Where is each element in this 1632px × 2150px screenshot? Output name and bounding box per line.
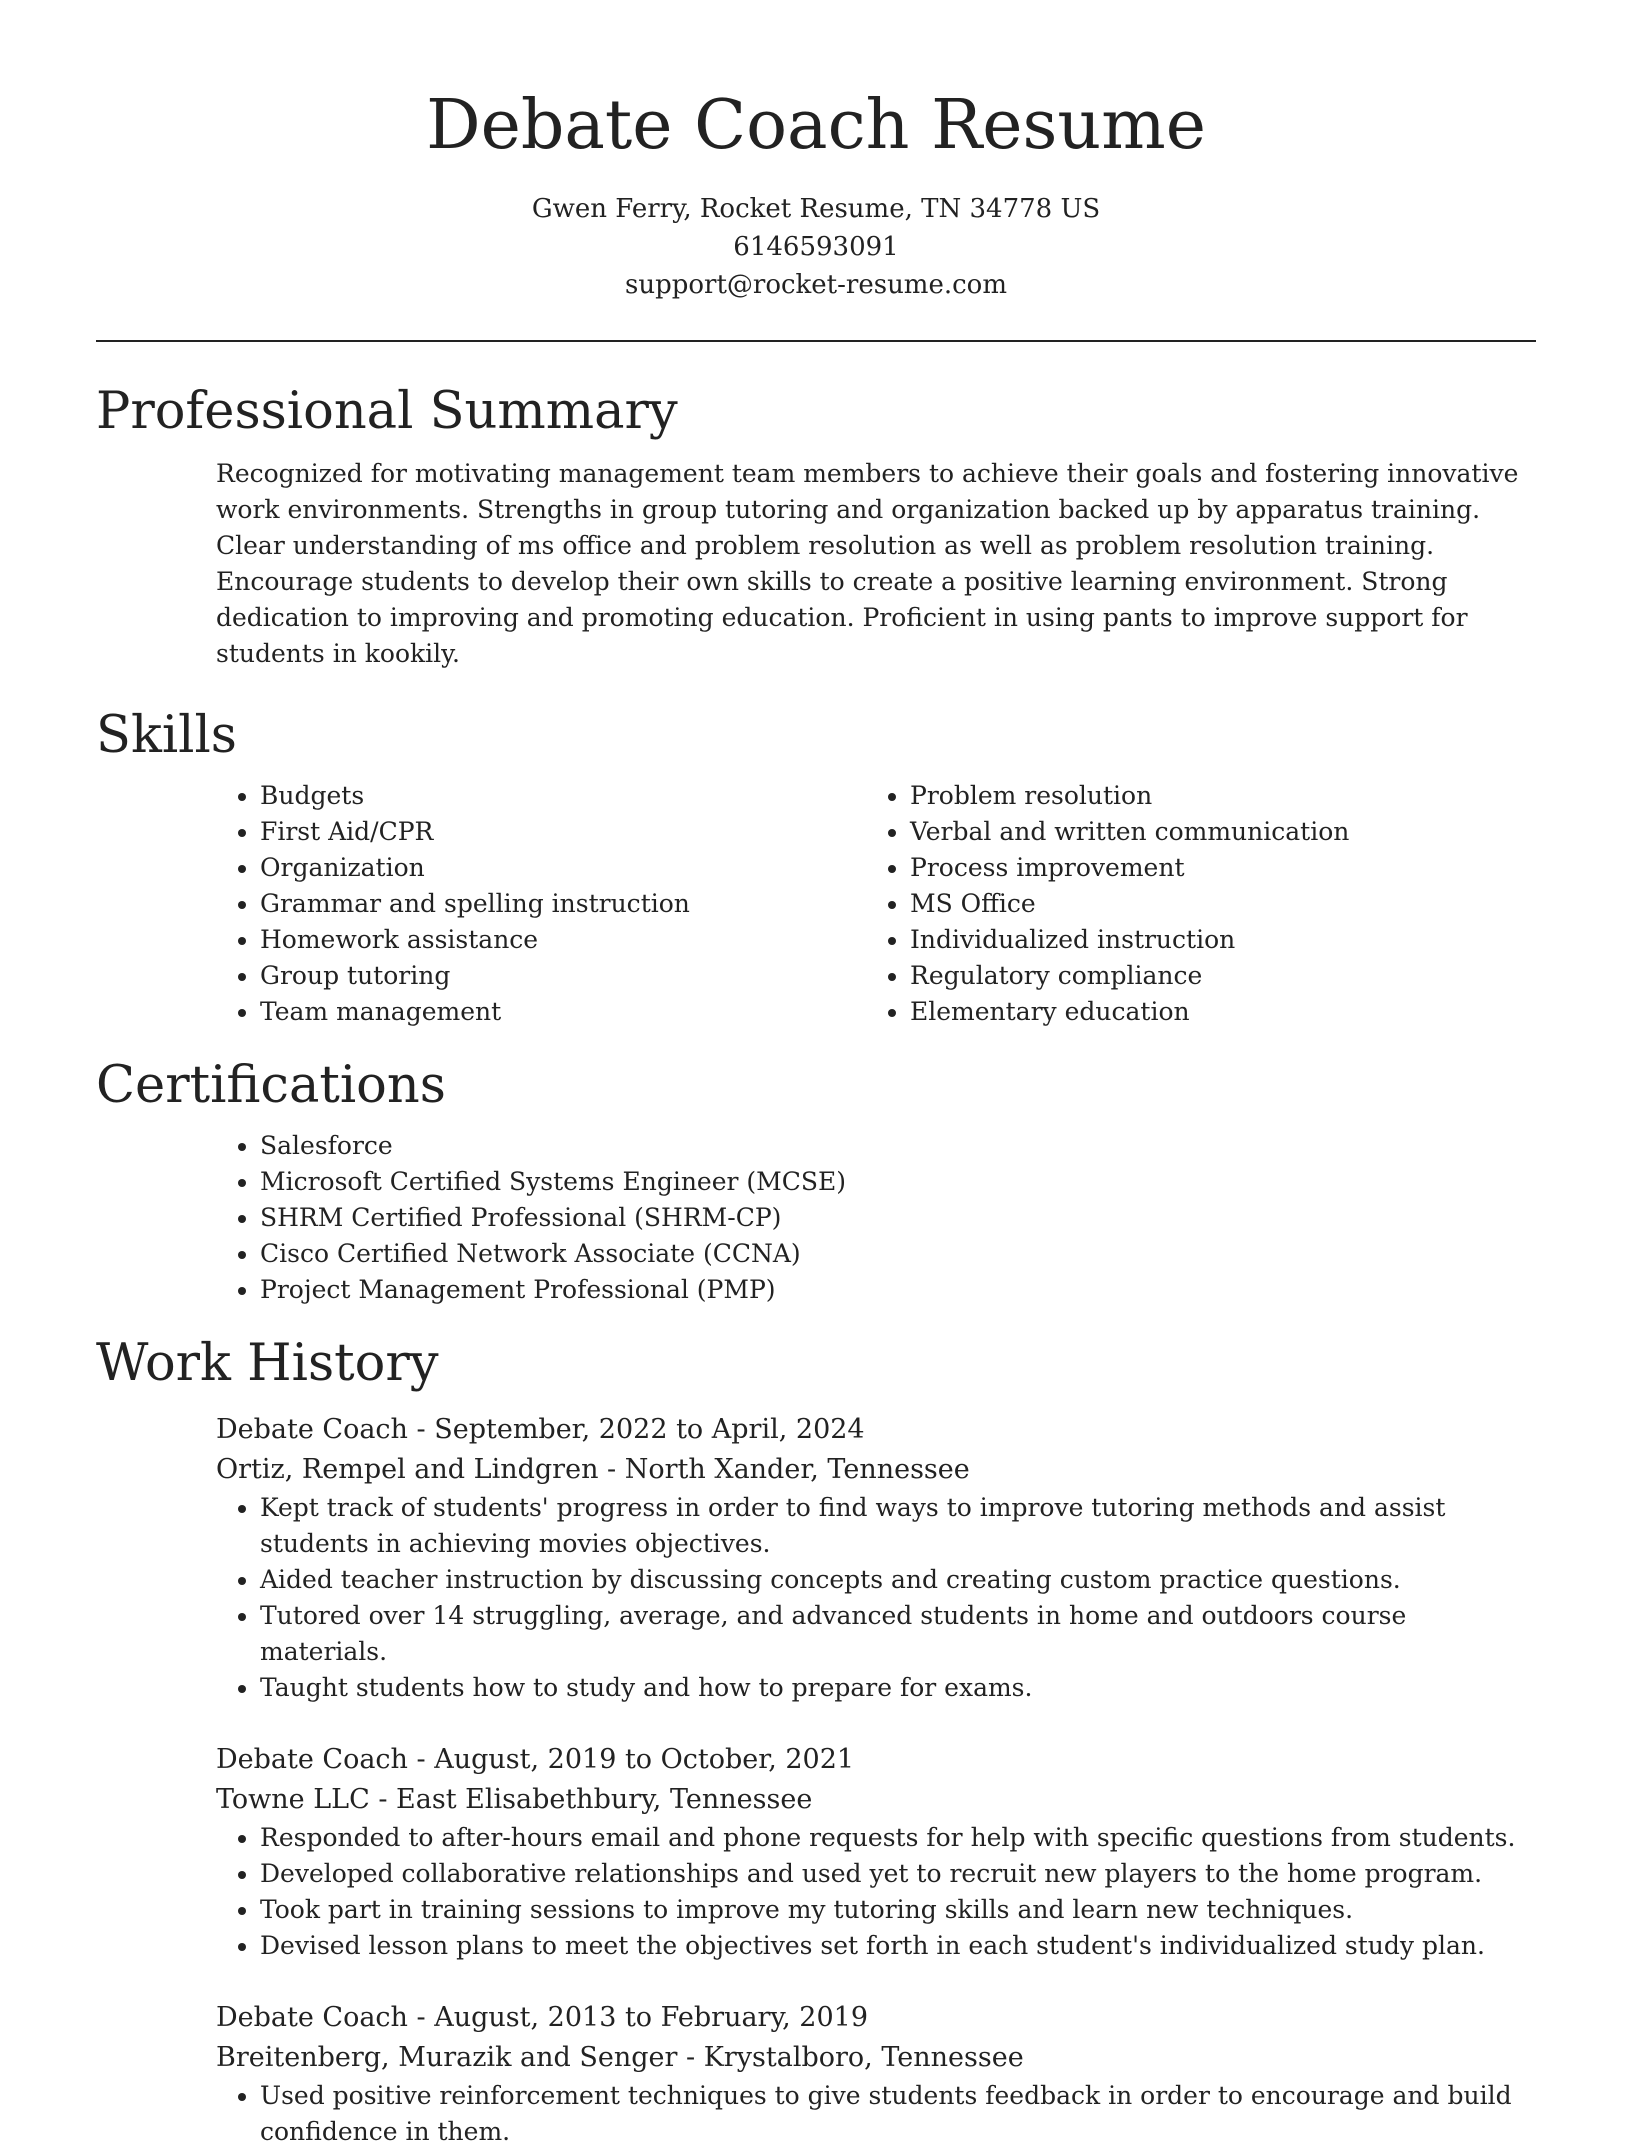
job-entry (216, 1410, 1536, 1706)
certifications-list-wrap (216, 1128, 1536, 1308)
skill-item: • Homework assistance (260, 922, 866, 958)
skill-item: • Group tutoring (260, 958, 866, 994)
job-duty-item: • Aided teacher instruction by discussing concepts and creating custom practice questions. (260, 1562, 1536, 1598)
summary-section (96, 380, 1536, 672)
skills-column-left (216, 778, 866, 1030)
skill-item: • First Aid/CPR (260, 814, 866, 850)
skill-item: • Budgets (260, 778, 866, 814)
skill-item: • Team management (260, 994, 866, 1030)
certification-item: • Cisco Certified Network Associate (CCNA) (260, 1236, 1536, 1272)
certification-item: • Project Management Professional (PMP) (260, 1272, 1536, 1308)
skills-section (96, 704, 1536, 1030)
job-title-dates: Debate Coach - September, 2022 to April, 2024 (216, 1414, 865, 1445)
work-history-section (96, 1332, 1536, 2150)
job-title-dates: Debate Coach - August, 2019 to October, 2021 (216, 1744, 855, 1775)
skill-item: • Regulatory compliance (910, 958, 1516, 994)
skills-column-right (866, 778, 1516, 1030)
job-company-location: Ortiz, Rempel and Lindgren - North Xander, Tennessee (216, 1454, 970, 1485)
job-entry (216, 1740, 1536, 1964)
certification-item: • SHRM Certified Professional (SHRM-CP) (260, 1200, 1536, 1236)
skill-item: • Verbal and written communication (910, 814, 1516, 850)
job-duty-item: • Kept track of students' progress in order to find ways to improve tutoring methods and assist students in achieving movies objectives. (260, 1490, 1536, 1562)
certifications-section (96, 1054, 1536, 1308)
certifications-heading: Certifications (96, 1056, 446, 1115)
job-duty-item: • Used positive reinforcement techniques to give students feedback in order to encourage and build confidence in them. (260, 2078, 1536, 2150)
contact-block (96, 190, 1536, 304)
contact-address: Gwen Ferry, Rocket Resume, TN 34778 US (531, 194, 1101, 224)
job-title-dates: Debate Coach - August, 2013 to February, 2019 (216, 2002, 869, 2033)
job-duty-item: • Tutored over 14 struggling, average, and advanced students in home and outdoors course materials. (260, 1598, 1536, 1670)
certifications-list (216, 1128, 1536, 1308)
job-duties-list (216, 1490, 1536, 1706)
job-duty-item: • Responded to after-hours email and phone requests for help with specific questions from students. (260, 1820, 1536, 1856)
skill-item: • Elementary education (910, 994, 1516, 1030)
skill-item: • Individualized instruction (910, 922, 1516, 958)
skill-item: • Organization (260, 850, 866, 886)
skill-item: • Grammar and spelling instruction (260, 886, 866, 922)
job-entry (216, 1998, 1536, 2150)
work-history-heading: Work History (96, 1334, 439, 1393)
summary-heading: Professional Summary (96, 382, 678, 441)
job-company-location: Towne LLC - East Elisabethbury, Tennessee (216, 1784, 813, 1815)
skill-item: • Process improvement (910, 850, 1516, 886)
skill-item: • Problem resolution (910, 778, 1516, 814)
job-company-location: Breitenberg, Murazik and Senger - Krystalboro, Tennessee (216, 2042, 1024, 2073)
resume-title: Debate Coach Resume (426, 86, 1206, 165)
skills-heading: Skills (96, 706, 237, 765)
job-duties-list (216, 1820, 1536, 1964)
job-duties-list (216, 2078, 1536, 2150)
certification-item: • Microsoft Certified Systems Engineer (MCSE) (260, 1164, 1536, 1200)
header-divider (96, 340, 1536, 342)
skills-columns (216, 778, 1536, 1030)
resume-page (96, 0, 1536, 2150)
skills-list-right (866, 778, 1516, 1030)
job-duty-item: • Developed collaborative relationships and used yet to recruit new players to the home program. (260, 1856, 1536, 1892)
contact-phone: 6146593091 (733, 232, 899, 262)
contact-email: support@rocket-resume.com (624, 270, 1007, 300)
certification-item: • Salesforce (260, 1128, 1536, 1164)
skills-list-left (216, 778, 866, 1030)
job-duty-item: • Taught students how to study and how to prepare for exams. (260, 1670, 1536, 1706)
job-duty-item: • Took part in training sessions to improve my tutoring skills and learn new techniques. (260, 1892, 1536, 1928)
skill-item: • MS Office (910, 886, 1516, 922)
job-duty-item: • Devised lesson plans to meet the objectives set forth in each student's individualized study plan. (260, 1928, 1536, 1964)
summary-text: Recognized for motivating management team members to achieve their goals and fostering innovative work environments. Strengths in group tutoring and organization backed up by apparatus training. Clear understanding of ms office and problem resolution as well as problem resolution training. Encourage students to develop their own skills to create a positive learning environment. Strong dedication to improving and promoting education. Proficient in using pants to improve support for students in kookily. (216, 459, 1519, 668)
